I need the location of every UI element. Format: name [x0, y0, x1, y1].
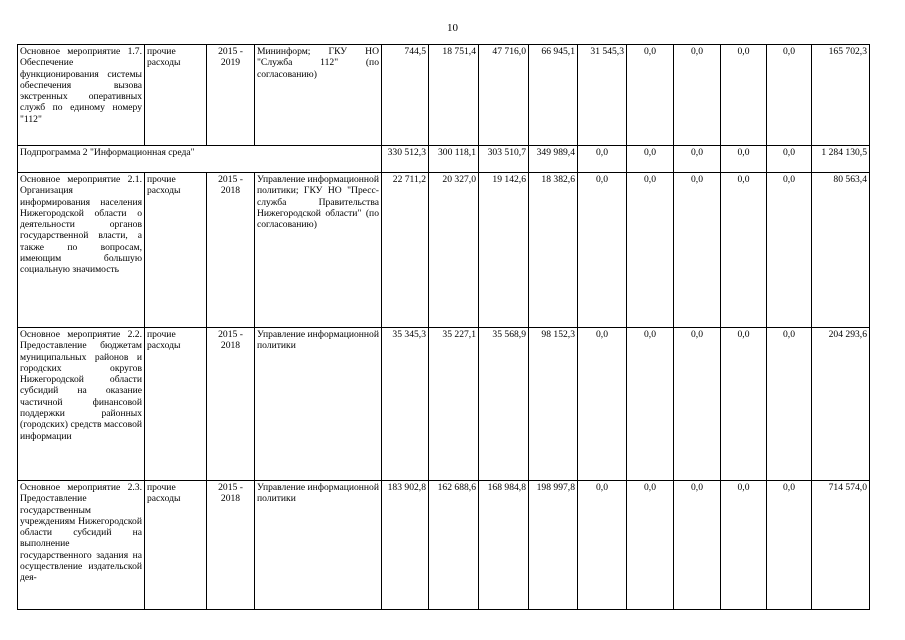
year-value: 349 989,4 [529, 146, 578, 173]
year-value: 0,0 [627, 328, 674, 481]
expense-type: прочие расходы [145, 328, 207, 481]
subprogram-row [18, 146, 870, 173]
year-value: 22 711,2 [382, 173, 429, 328]
year-value: 0,0 [767, 481, 812, 610]
year-value: 47 716,0 [479, 45, 529, 146]
measure-description: Основное мероприятие 2.2. Предоставление бюджетам муниципальных районов и городских округов Нижегородской области субсидий на оказание частичной финансовой поддержки районных (городских) средств массовой информации [18, 328, 145, 481]
period: 2015 - 2018 [207, 481, 255, 610]
period: 2015 - 2018 [207, 173, 255, 328]
year-value: 198 997,8 [529, 481, 578, 610]
period: 2015 - 2019 [207, 45, 255, 146]
measure-row [18, 328, 870, 481]
year-value: 300 118,1 [429, 146, 479, 173]
measure-description: Основное мероприятие 1.7. Обеспечение функционирования системы обеспечения вызова экстренных оперативных служб по единому номеру "112" [18, 45, 145, 146]
year-value: 0,0 [627, 45, 674, 146]
measure-row [18, 45, 870, 146]
year-value: 0,0 [578, 481, 627, 610]
year-value: 0,0 [674, 45, 721, 146]
year-value: 183 902,8 [382, 481, 429, 610]
year-value: 0,0 [767, 328, 812, 481]
total-value: 204 293,6 [812, 328, 870, 481]
subprogram-title: Подпрограмма 2 "Информационная среда" [18, 146, 382, 173]
executor: Мининформ; ГКУ НО "Служба 112" (по согласованию) [255, 45, 382, 146]
year-value: 0,0 [578, 328, 627, 481]
executor: Управление информационной политики; ГКУ НО "Пресс-служба Правительства Нижегородской области" (по согласованию) [255, 173, 382, 328]
year-value: 0,0 [721, 481, 767, 610]
year-value: 66 945,1 [529, 45, 578, 146]
year-value: 0,0 [627, 481, 674, 610]
measure-description: Основное мероприятие 2.1. Организация информирования населения Нижегородской области о деятельности органов государственной власти, а также по вопросам, имеющим большую социальную значимость [18, 173, 145, 328]
expense-type: прочие расходы [145, 173, 207, 328]
year-value: 35 345,3 [382, 328, 429, 481]
year-value: 18 751,4 [429, 45, 479, 146]
year-value: 0,0 [721, 45, 767, 146]
year-value: 162 688,6 [429, 481, 479, 610]
measure-row [18, 173, 870, 328]
year-value: 31 545,3 [578, 45, 627, 146]
year-value: 20 327,0 [429, 173, 479, 328]
expense-type: прочие расходы [145, 45, 207, 146]
year-value: 18 382,6 [529, 173, 578, 328]
year-value: 0,0 [674, 481, 721, 610]
year-value: 0,0 [674, 328, 721, 481]
period: 2015 - 2018 [207, 328, 255, 481]
year-value: 0,0 [767, 45, 812, 146]
total-value: 165 702,3 [812, 45, 870, 146]
page-number: 10 [447, 22, 458, 34]
executor: Управление информационной политики [255, 481, 382, 610]
year-value: 0,0 [767, 173, 812, 328]
year-value: 98 152,3 [529, 328, 578, 481]
year-value: 19 142,6 [479, 173, 529, 328]
expense-type: прочие расходы [145, 481, 207, 610]
year-value: 0,0 [721, 328, 767, 481]
year-value: 303 510,7 [479, 146, 529, 173]
year-value: 35 568,9 [479, 328, 529, 481]
total-value: 80 563,4 [812, 173, 870, 328]
year-value: 0,0 [627, 146, 674, 173]
year-value: 0,0 [627, 173, 674, 328]
year-value: 744,5 [382, 45, 429, 146]
year-value: 0,0 [767, 146, 812, 173]
total-value: 1 284 130,5 [812, 146, 870, 173]
executor: Управление информационной политики [255, 328, 382, 481]
year-value: 0,0 [721, 146, 767, 173]
year-value: 0,0 [674, 173, 721, 328]
year-value: 35 227,1 [429, 328, 479, 481]
year-value: 0,0 [578, 146, 627, 173]
year-value: 0,0 [578, 173, 627, 328]
year-value: 330 512,3 [382, 146, 429, 173]
measure-description: Основное мероприятие 2.3. Предоставление государственным учреждениям Нижегородской области субсидий на выполнение государственного задания на осуществление издательской дея- [18, 481, 145, 610]
measure-row [18, 481, 870, 610]
total-value: 714 574,0 [812, 481, 870, 610]
table-body [18, 45, 870, 610]
year-value: 168 984,8 [479, 481, 529, 610]
year-value: 0,0 [674, 146, 721, 173]
budget-table [17, 44, 870, 610]
year-value: 0,0 [721, 173, 767, 328]
